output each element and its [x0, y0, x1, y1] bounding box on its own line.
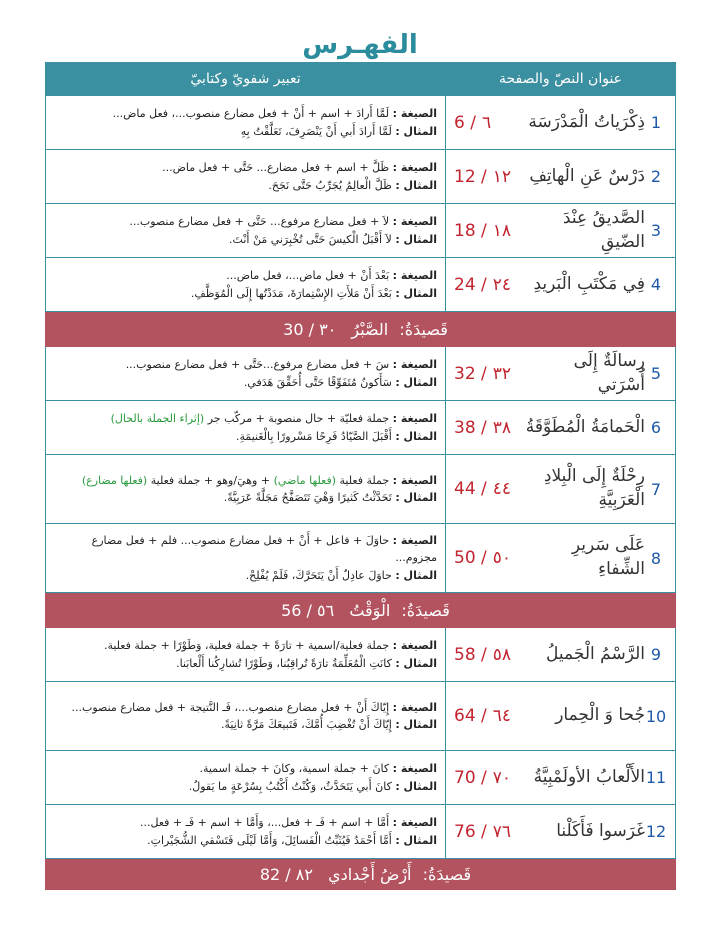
example-label: المثال : — [395, 491, 437, 504]
lesson-cell[interactable] — [446, 96, 676, 150]
example-label: المثال : — [395, 568, 437, 582]
expression-cell — [46, 628, 446, 682]
example-label: المثال : — [395, 178, 437, 192]
example-label: المثال : — [395, 656, 437, 670]
page-title: الفهـرس — [302, 30, 418, 60]
lesson-title: غَرَسوا فَأَكَلْنا — [556, 820, 645, 841]
form-label: الصيغة : — [392, 700, 437, 714]
page-arabic: ٧٦ — [492, 821, 512, 842]
lesson-row — [46, 751, 676, 805]
lesson-row — [46, 96, 676, 150]
lesson-title: ذِكْرَياتُ الْمَدْرَسَة — [528, 111, 645, 132]
lesson-page: ٥٨/ 58 — [454, 644, 512, 665]
form-label: الصيغة : — [392, 534, 437, 548]
expression-cell — [46, 258, 446, 312]
lesson-cell[interactable] — [446, 682, 676, 751]
lesson-row — [46, 524, 676, 593]
lesson-page: ٧٦/ 76 — [454, 821, 512, 842]
example-text: ظَلَّ الْعالِمُ يُجَرِّبُ حَتَّى نَجَحَ. — [268, 178, 392, 192]
form-label: الصيغة : — [392, 161, 437, 175]
lesson-title: الْحَمامَةُ الْمُطَوَّقَةُ — [525, 416, 645, 437]
example-label: المثال : — [395, 375, 437, 389]
expression-cell — [46, 455, 446, 524]
poem-cell[interactable] — [46, 593, 676, 628]
lesson-title: جُحا وَ الْحِمار — [555, 705, 645, 726]
lesson-page: ٥٠/ 50 — [454, 548, 512, 568]
lesson-title: الأَلْعابُ الأولَمْبِيَّةُ — [533, 766, 645, 787]
page-arabic: ٤٤ — [492, 479, 512, 499]
lesson-row — [46, 682, 676, 751]
poem-cell[interactable] — [46, 859, 676, 890]
example-text: لَمَّا أَرادَ أَبي أَنْ يَنْصَرِفَ، تَعَلَّقْتُ بِهِ — [240, 124, 392, 138]
form-label: الصيغة : — [392, 269, 437, 283]
lesson-cell[interactable] — [446, 628, 676, 682]
page-latin: 64 — [454, 706, 476, 726]
lesson-page: ٧٠/ 70 — [454, 767, 512, 788]
lesson-number: 6 — [650, 418, 662, 437]
lesson-row — [46, 204, 676, 258]
lesson-number: 10 — [645, 706, 667, 726]
form-label: الصيغة : — [392, 639, 437, 653]
page-arabic: ٣٢ — [492, 363, 512, 384]
page-latin: 70 — [454, 767, 476, 788]
form-text: بَعْدَ أَنْ + فعل ماض...، فعل ماض... — [226, 269, 390, 283]
lesson-cell[interactable] — [446, 805, 676, 859]
lesson-title: الرَّسْمُ الْجَميلُ — [546, 643, 645, 664]
expression-cell — [46, 805, 446, 859]
expression-cell — [46, 347, 446, 401]
expression-cell — [46, 751, 446, 805]
lesson-row — [46, 805, 676, 859]
lesson-page: ٣٨/ 38 — [454, 417, 512, 438]
form-label: الصيغة : — [392, 816, 437, 830]
lesson-row — [46, 401, 676, 455]
poem-row — [46, 593, 676, 628]
form-text: + وهيَ/وهو + جملة فعلية — [150, 473, 271, 487]
page-latin: 38 — [454, 417, 476, 438]
lesson-number: 2 — [650, 167, 662, 186]
example-label: المثال : — [395, 232, 437, 246]
page-latin: 12 — [454, 166, 476, 187]
lesson-row — [46, 628, 676, 682]
lesson-cell[interactable] — [446, 150, 676, 204]
poem-title: الْوَقْتُ — [349, 600, 391, 620]
example-label: المثال : — [395, 779, 437, 793]
page-latin: 56 — [281, 600, 302, 620]
page-latin: 32 — [454, 363, 476, 384]
form-text: كانَ + جملة اسمية، وكانَ + جملة اسمية. — [199, 762, 390, 776]
page-arabic: ٧٠ — [492, 767, 512, 788]
page-latin: 50 — [454, 548, 476, 568]
expression-cell — [46, 96, 446, 150]
example-text: تَحَدَّثْتُ كَثيرًا وَهْيَ تَتَصَفَّحُ مَجَلَّةً عَرَبِيَّةً. — [223, 491, 392, 504]
lesson-number: 11 — [645, 768, 667, 787]
expression-cell — [46, 401, 446, 455]
form-text: جملة فعليّة + حال منصوبة + مركّب جر — [207, 412, 390, 426]
form-label: الصيغة : — [392, 412, 437, 426]
lesson-number: 4 — [650, 275, 662, 294]
lesson-number: 5 — [650, 364, 662, 383]
lesson-cell[interactable] — [446, 258, 676, 312]
form-text: حاوَلَ + فاعل + أَنْ + فعل مضارع منصوب... فلم + فعل مضارع مجزوم... — [91, 534, 437, 565]
lesson-page: ٦/ 6 — [454, 112, 492, 133]
lesson-title: الصَّديقُ عِنْدَ الضّيقِ — [562, 207, 645, 252]
poem-page: ٣٠ / 30 — [283, 319, 337, 339]
poem-cell[interactable] — [46, 312, 676, 347]
form-label: الصيغة : — [392, 762, 437, 776]
page-latin: 30 — [283, 319, 304, 339]
form-text: لَمَّا أَرادَ + اسم + أَنْ + فعل مضارع منصوب...، فعل ماض... — [112, 107, 390, 121]
form-label: الصيغة : — [392, 358, 437, 372]
poem-title: الصَّبْرُ — [351, 319, 389, 339]
lesson-title: عَلَى سَريرِ الشِّفاءِ — [571, 535, 645, 579]
expression-cell — [46, 682, 446, 751]
form-label: الصيغة : — [392, 107, 437, 121]
lesson-title: رِحْلَةٌ إِلَى الْبِلادِ الْعَرَبِيَّةِ — [543, 466, 645, 510]
lesson-number: 1 — [650, 113, 662, 132]
lesson-row — [46, 258, 676, 312]
lesson-page: ١٢/ 12 — [454, 166, 512, 187]
lesson-cell[interactable] — [446, 204, 676, 258]
lesson-page: ٣٢/ 32 — [454, 363, 512, 384]
page-arabic: ٦٤ — [492, 706, 512, 726]
lesson-cell[interactable] — [446, 524, 676, 593]
page-arabic: ٨٢ — [295, 864, 313, 884]
page-arabic: ٣٠ — [319, 319, 337, 339]
lesson-number: 3 — [650, 221, 662, 240]
lesson-cell[interactable] — [446, 401, 676, 455]
example-text: كانَتِ الْمُعَلِّمَةُ تارَةً تُراقِبُنا، وَطَوْرًا تُشارِكُنا أَلْعابَنا. — [176, 656, 392, 670]
form-label: الصيغة : — [392, 215, 437, 229]
poem-row — [46, 312, 676, 347]
page-arabic: ٥٦ — [317, 600, 335, 620]
expression-cell — [46, 524, 446, 593]
poem-label: قَصيدَةُ: — [401, 600, 450, 620]
lesson-page: ٤٤/ 44 — [454, 479, 512, 499]
page-arabic: ٦ — [481, 112, 492, 133]
lesson-cell[interactable] — [446, 455, 676, 524]
page-arabic: ٣٨ — [492, 417, 512, 438]
poem-page: ٨٢ / 82 — [259, 864, 313, 884]
lesson-row — [46, 150, 676, 204]
lesson-number: 9 — [650, 645, 662, 664]
page-latin: 18 — [454, 220, 476, 241]
page-latin: 58 — [454, 644, 476, 665]
form-text: جملة فعلية — [339, 473, 390, 487]
form-text: إِيّاكَ أَنْ + فعل مضارع منصوب...، فَـ النَّتيجة + فعل مضارع منصوب... — [71, 700, 390, 714]
example-text: أَقْبَلَ الصَّيّادُ فَرِحًا مَسْرورًا بِالْغَنيمَةِ. — [235, 429, 392, 443]
example-text: حاوَلَ عادِلٌ أَنْ يَتَحَرَّكَ، فَلَمْ يُفْلِحْ. — [245, 568, 392, 582]
poem-label: قَصيدَةُ: — [422, 864, 472, 884]
lesson-number: 8 — [650, 548, 662, 568]
lesson-cell[interactable] — [446, 751, 676, 805]
poem-title: أَرْضُ أَجْدادي — [328, 864, 412, 884]
header-main: عنوان النصّ والصفحة — [446, 63, 676, 96]
page-latin: 24 — [454, 274, 476, 295]
lesson-number: 12 — [645, 822, 667, 841]
expression-cell — [46, 204, 446, 258]
form-text: ظَلَّ + اسم + فعل مضارع... حَتَّى + فعل ماض... — [162, 161, 390, 175]
lesson-cell[interactable] — [446, 347, 676, 401]
poem-page: ٥٦ / 56 — [281, 600, 335, 620]
form-note: (إثراء الجملة بالحال) — [110, 412, 205, 426]
page-latin: 76 — [454, 821, 476, 842]
example-text: لاَ أَقْبَلُ الْكيسَ حَتَّى تُخْبِرَني مَنْ أَنْتَ. — [229, 232, 392, 246]
lesson-page: ٦٤/ 64 — [454, 706, 512, 726]
example-text: إِيّاكَ أَنْ تُغْضِبَ أُمَّكَ، فَتَبيعَكَ مَرَّةً ثانِيَةً. — [220, 718, 392, 731]
header-row — [46, 63, 676, 96]
form-text: سَ + فعل مضارع مرفوع...حَتَّى + فعل مضارع منصوب... — [125, 358, 390, 372]
page-arabic: ١٨ — [492, 220, 512, 241]
lesson-title: رِسالَةٌ إِلَى أُسْرَتي — [573, 350, 645, 395]
lesson-row — [46, 347, 676, 401]
example-label: المثال : — [395, 286, 437, 300]
lesson-row — [46, 455, 676, 524]
page-arabic: ٥٠ — [492, 548, 512, 568]
example-label: المثال : — [395, 833, 437, 847]
header-expr: تعبير شفويّ وكتابيّ — [46, 63, 446, 96]
example-text: أَمَّا أَحْمَدُ فَيُثَبِّتُ الْفَسائِلَ، وَأَمَّا لَيْلَى فَتَسْقي الشُّجَيْراتِ. — [147, 833, 392, 847]
lesson-page: ٢٤/ 24 — [454, 274, 512, 295]
example-text: بَعْدَ أَنْ مَلأَتِ الإِسْتِمارَةَ، مَدَدْتُها إِلَى الْمُوَظَّفِ. — [190, 286, 392, 300]
form-note: (فعلها مضارع) — [81, 473, 148, 487]
form-text: أَمَّا + اسم + فَـ + فعل...، وَأَمَّا + اسم + فَـ + فعل... — [140, 816, 390, 830]
example-label: المثال : — [395, 429, 437, 443]
example-label: المثال : — [395, 124, 437, 138]
lesson-page: ١٨/ 18 — [454, 220, 512, 241]
lesson-number: 7 — [650, 479, 662, 499]
example-label: المثال : — [395, 718, 437, 731]
lesson-title: دَرْسٌ عَنِ الْهاتِفِ — [529, 165, 645, 186]
poem-label: قَصيدَةُ: — [399, 319, 448, 339]
page-arabic: ٢٤ — [492, 274, 512, 295]
page-latin: 6 — [454, 112, 465, 133]
example-text: سَأَكونُ مُتَفَوِّقًا حَتَّى أُحَقِّقَ هَدَفي. — [243, 375, 392, 389]
page-latin: 44 — [454, 479, 476, 499]
example-text: كانَ أَبي يَتَحَدَّثُ، وَكُنْتُ أَكْتُبُ بِسُرْعَةٍ ما يَقولُ. — [188, 779, 392, 793]
toc-table — [45, 62, 676, 890]
page-latin: 82 — [259, 864, 281, 884]
form-label: الصيغة : — [392, 473, 437, 487]
lesson-title: فِي مَكْتَبِ الْبَريدِ — [533, 273, 645, 294]
form-text: جملة فعلية/اسمية + تارَةً + جملة فعلية، وَطَوْرًا + جملة فعلية. — [103, 639, 390, 653]
page-arabic: ٥٨ — [492, 644, 512, 665]
page-arabic: ١٢ — [492, 166, 512, 187]
form-note: (فعلها ماضي) — [273, 473, 337, 487]
expression-cell — [46, 150, 446, 204]
form-text: لاَ + فعل مضارع مرفوع... حَتَّى + فعل مضارع منصوب... — [129, 215, 390, 229]
poem-row — [46, 859, 676, 890]
